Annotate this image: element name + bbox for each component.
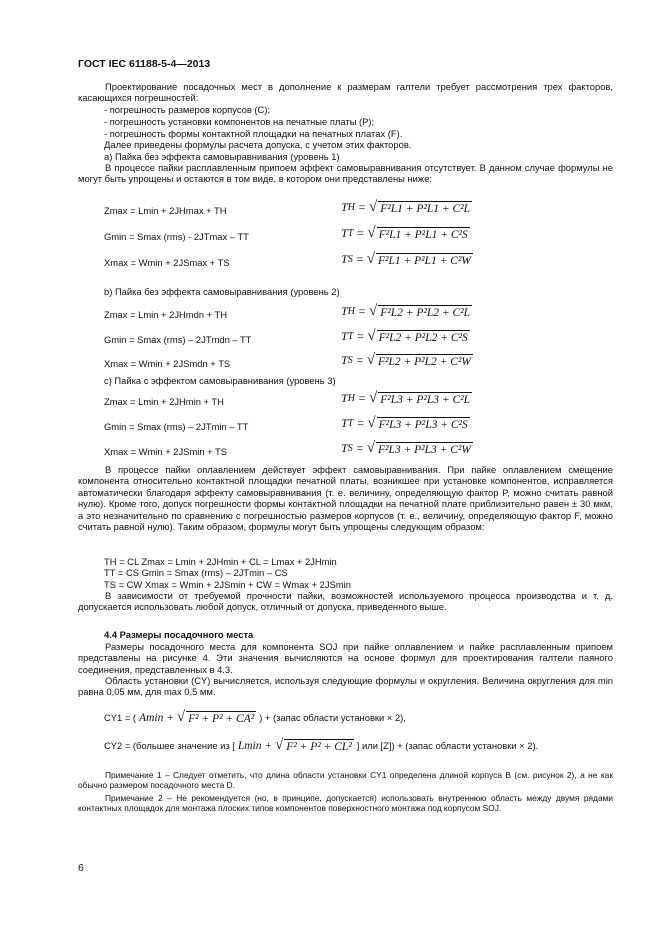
case-a-paragraph: В процессе пайки расплавленным припоем эффект самовыравнивания отсутствует. В данном случае формулы не могут быть упрощены и остаются в том виде, в котором они представлены ниже: bbox=[78, 162, 613, 185]
tol-t-l3: T T = √ F²L3 + P²L3 + C²S bbox=[341, 415, 468, 431]
tol-s-l1: T S = √ F²L1 + P²L1 + C²W bbox=[341, 251, 471, 267]
section-paragraph: Размеры посадочного места для компонента SOJ при пайке оплавлением и пайке расплавленным припоем представлены на рисунке 4. Эти значения вычисляются на основе формул для проектирования галтели паяного соединения, представленных в 4.3. bbox=[78, 641, 613, 675]
formula-z-l2: Zmax = Lmin + 2JHmdn + TH bbox=[104, 309, 228, 320]
after-bullets: Далее приведены формулы расчета допуска, с учетом этих факторов. bbox=[104, 139, 412, 150]
bullet-f: - погрешность формы контактной площадки на печатных платах (F). bbox=[104, 128, 403, 139]
note-2: Примечание 2 – Не рекомендуется (но, в принципе, допускается) использовать внутреннюю область между двумя рядами контактных площадок для монтажа плоских типов компонентов поверхностного монтажа под корпусом SOJ. bbox=[78, 793, 613, 814]
case-b-heading: b) Пайка без эффекта самовыравнивания (уровень 2) bbox=[104, 286, 340, 297]
formula-g-l2: Gmin = Smax (rms) – 2JTmdn – TT bbox=[104, 334, 252, 345]
simplified-s: TS = CW Xmax = Wmin + 2JSmin + CW = Wmax + 2JSmin bbox=[104, 579, 351, 590]
tol-s-l2: T S = √ F²L2 + P²L2 + C²W bbox=[341, 352, 471, 368]
tol-h-l2: T H = √ F²L2 + P²L2 + C²L bbox=[341, 303, 471, 319]
simplified-t: TT = CS Gmin = Smax (rms) – 2JTmin – CS bbox=[104, 567, 288, 578]
depend-paragraph: В зависимости от требуемой прочности пайки, возможностей используемого процесса производства и т. д. допускается использовать любой допуск, отличный от допуска, приведенного выше. bbox=[78, 590, 613, 613]
tol-s-l3: T S = √ F²L3 + P²L3 + C²W bbox=[341, 440, 471, 456]
formula-x-l1: Xmax = Wmin + 2JSmax + TS bbox=[104, 257, 230, 268]
case-a-heading: а) Пайка без эффекта самовыравнивания (уровень 1) bbox=[104, 151, 340, 162]
formula-x-l3: Xmax = Wmin + 2JSmin + TS bbox=[104, 446, 228, 457]
standard-header: ГОСТ IEC 61188-5-4—2013 bbox=[78, 58, 211, 70]
formula-z-l3: Zmax = Lmin + 2JHmin + TH bbox=[104, 396, 224, 407]
intro-paragraph: Проектирование посадочных мест в дополнение к размерам галтели требует рассмотрения трех факторов, касающихся погрешностей: bbox=[78, 81, 613, 104]
tol-t-l1: T T = √ F²L1 + P²L1 + C²S bbox=[341, 225, 468, 241]
section-title: 4.4 Размеры посадочного места bbox=[104, 629, 254, 640]
formula-x-l2: Xmax = Wmin + 2JSmdn + TS bbox=[104, 358, 231, 369]
self-align-paragraph: В процессе пайки оплавлением действует эффект самовыравнивания. При пайке оплавлением смещение компонента относительно контактной площадки печатной платы, возникшее при установке компонентов, исправляется автоматически благодаря эффекту самовыравнивания (т. е. величину, определяющую фактор P, можно считать равной нулю). Кроме того, допуск погрешности формы контактной площадки на печатной плате приблизительно равен ± 30 мкм, а это незначительно по сравнению с погрешностью размеров корпусов (т. е., величину, определяющую фактор F, можно считать равной нулю). Таким образом, формулы могут быть упрощены следующим образом: bbox=[78, 464, 613, 533]
area-paragraph: Область установки (CY) вычисляется, используя следующие формулы и округления. Величина округления для min равна 0,05 мм, для max 0,5 мм. bbox=[78, 675, 613, 698]
cy1-formula: CY1 = ( Amin + √ F² + P² + CA² ) + (запас области установки × 2), bbox=[104, 709, 406, 725]
formula-z-l1: Zmax = Lmin + 2JHmax + TH bbox=[104, 205, 227, 216]
formula-g-l1: Gmin = Smax (rms) - 2JTmax – TT bbox=[104, 231, 249, 242]
formula-g-l3: Gmin = Smax (rms) – 2JTmin – TT bbox=[104, 421, 249, 432]
simplified-h: TH = CL Zmax = Lmin + 2JHmin + CL = Lmax + 2JHmin bbox=[104, 556, 337, 567]
tol-h-l3: T H = √ F²L3 + P²L3 + C²L bbox=[341, 390, 471, 406]
tol-h-l1: T H = √ F²L1 + P²L1 + C²L bbox=[341, 199, 471, 215]
bullet-c: - погрешность размеров корпусов (C); bbox=[104, 104, 271, 115]
page-number: 6 bbox=[78, 862, 84, 874]
tol-t-l2: T T = √ F²L2 + P²L2 + C²S bbox=[341, 328, 468, 344]
cy2-formula: CY2 = (большее значение из [ Lmin + √ F² + P² + CL² ] или [Z]) + (запас области установки × 2). bbox=[104, 737, 539, 753]
case-c-heading: с) Пайка с эффектом самовыравнивания (уровень 3) bbox=[104, 375, 336, 386]
bullet-p: - погрешность установки компонентов на печатные платы (P); bbox=[104, 116, 375, 127]
note-1: Примечание 1 – Следует отметить, что длина области установки CY1 определена длиной корпуса B (см. рисунок 2), а не как обычно размером посадочного места D. bbox=[78, 770, 613, 791]
